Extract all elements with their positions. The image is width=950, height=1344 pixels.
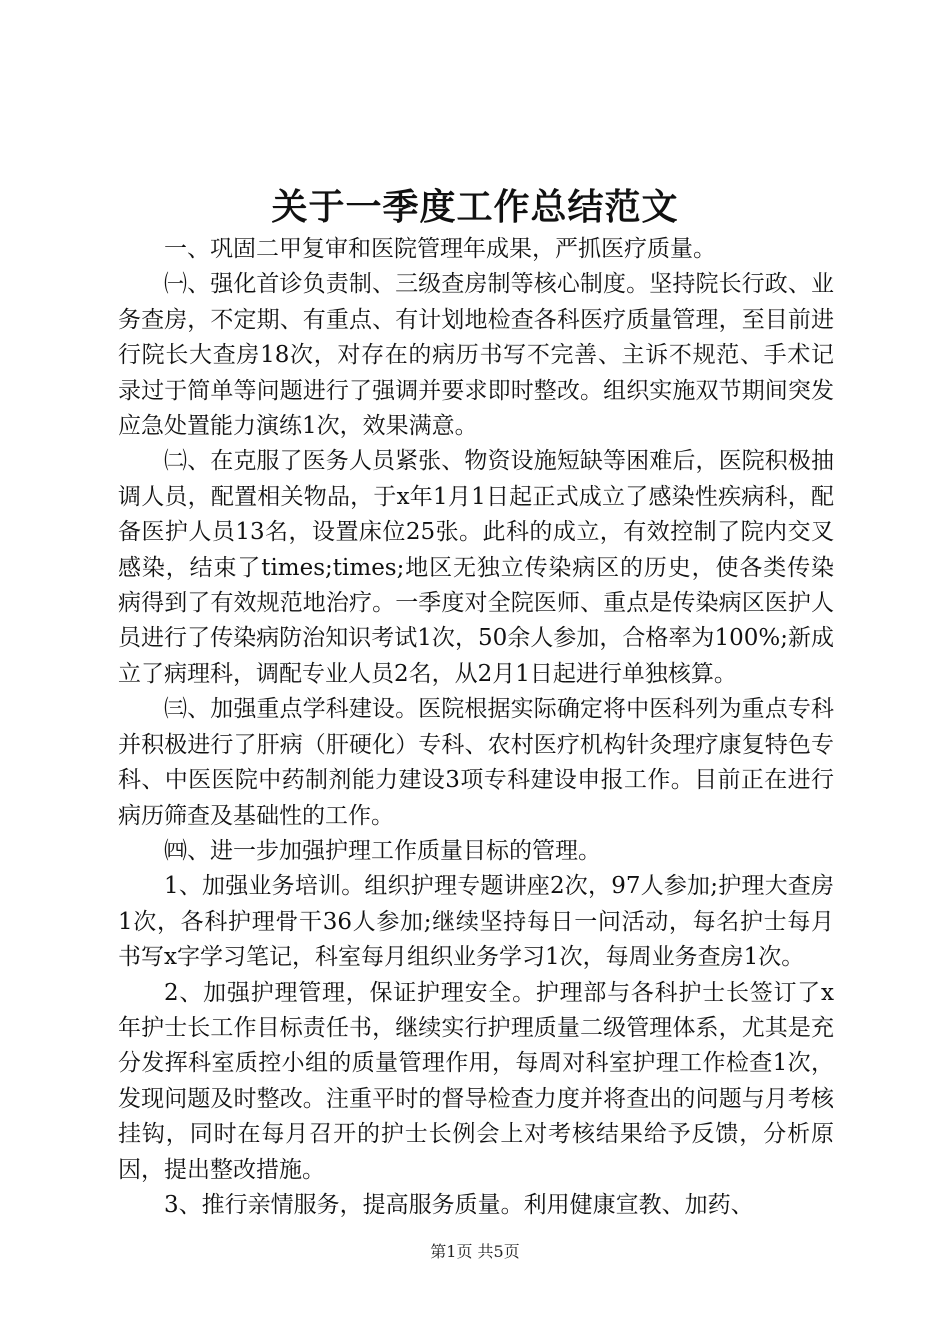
paragraph-subitem-1: 1、加强业务培训。组织护理专题讲座2次，97人参加;护理大查房1次，各科护理骨干36人参加;继续坚持每日一问活动，每名护士每月书写x字学习笔记，科室每月组织业务学习1次，每周业务查房1次。 — [118, 873, 834, 971]
paragraph-item-3: ㈢、加强重点学科建设。医院根据实际确定将中医科列为重点专科并积极进行了肝病（肝硬化）专科、农村医疗机构针灸理疗康复特色专科、中医医院中药制剂能力建设3项专科建设申报工作。目前正在进行病历筛查及基础性的工作。 — [118, 696, 834, 829]
paragraph-item-2: ㈡、在克服了医务人员紧张、物资设施短缺等困难后，医院积极抽调人员，配置相关物品，于x年1月1日起正式成立了感染性疾病科，配备医护人员13名，设置床位25张。此科的成立，有效控制了院内交叉感染，结束了times;times;地区无独立传染病区的历史，使各类传染病得到了有效规范地治疗。一季度对全院医师、重点是传染病区医护人员进行了传染病防治知识考试1次，50余人参加，合格率为100%;新成立了病理科，调配专业人员2名，从2月1日起进行单独核算。 — [118, 448, 834, 687]
paragraph-item-1: ㈠、强化首诊负责制、三级查房制等核心制度。坚持院长行政、业务查房，不定期、有重点、有计划地检查各科医疗质量管理，至目前进行院长大查房18次，对存在的病历书写不完善、主诉不规范、手术记录过于简单等问题进行了强调并要求即时整改。组织实施双节期间突发应急处置能力演练1次，效果满意。 — [118, 271, 834, 440]
document-title: 关于一季度工作总结范文 — [271, 186, 679, 228]
paragraph-subitem-2: 2、加强护理管理，保证护理安全。护理部与各科护士长签订了x年护士长工作目标责任书，继续实行护理质量二级管理体系，尤其是充分发挥科室质控小组的质量管理作用，每周对科室护理工作检查1次，发现问题及时整改。注重平时的督导检查力度并将查出的问题与月考核挂钩，同时在每月召开的护士长例会上对考核结果给予反馈，分析原因，提出整改措施。 — [118, 979, 834, 1183]
page-footer: 第1页 共5页 — [430, 1242, 520, 1261]
paragraph-section-1: 一、巩固二甲复审和医院管理年成果，严抓医疗质量。 — [164, 236, 716, 262]
paragraph-subitem-3: 3、推行亲情服务，提高服务质量。利用健康宣教、加药、 — [164, 1191, 754, 1218]
document-body — [118, 232, 834, 1223]
paragraph-item-4: ㈣、进一步加强护理工作质量目标的管理。 — [164, 837, 601, 864]
